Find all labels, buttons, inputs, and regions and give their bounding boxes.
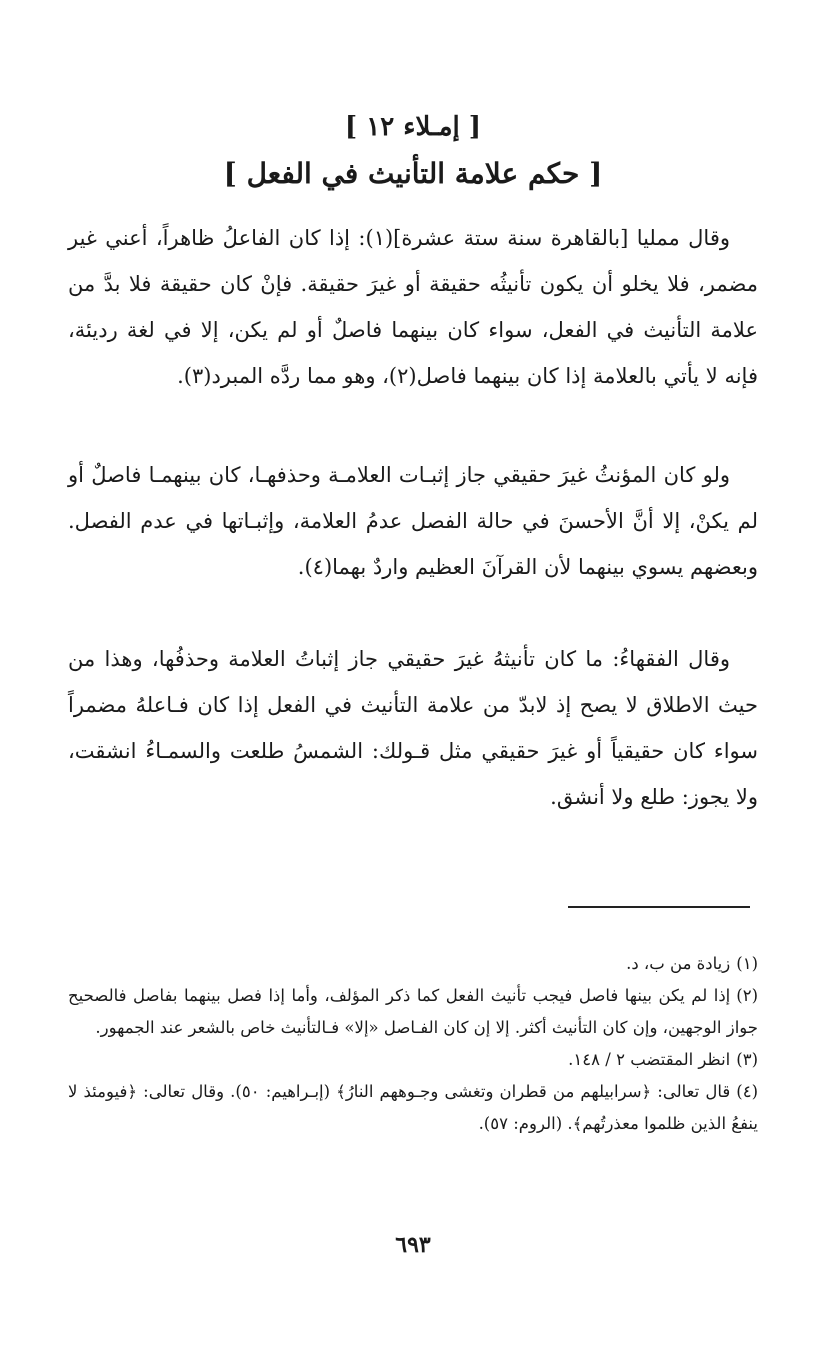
footnote-number: (٣) (736, 1050, 758, 1069)
page-number: ٦٩٣ (395, 1232, 431, 1258)
footnote-2 (68, 980, 758, 1044)
footnote-3 (68, 1044, 758, 1076)
footnote-text: إذا لم يكن بينها فاصل فيجب تأنيث الفعل كما ذكر المؤلف، وأما إذا فصل بينهما بفاصل فالصحيح جواز الوجهين، وإن كان التأنيث أكثر. إلا إن كان الفـاصل «إلا» فـالتأنيث خاص بالشعر عند الجمهور. (68, 986, 758, 1037)
paragraph-2: ولو كان المؤنثُ غيرَ حقيقي جاز إثبـات العلامـة وحذفهـا، كان بينهمـا فاصلٌ أو لم يكنْ، إلا أنَّ الأحسنَ في حالة الفصل عدمُ العلامة، وإثبـاتها في عدم الفصل. وبعضهم يسوي بينهما لأن القرآنَ العظيم واردٌ بهما(٤). (68, 463, 758, 579)
footnote-number: (١) (736, 954, 758, 973)
footnote-number: (٤) (736, 1082, 758, 1101)
footnote-4 (68, 1076, 758, 1140)
paragraph-1: وقال ممليا [بالقاهرة سنة ستة عشرة](١): إذا كان الفاعلُ ظاهراً، أعني غير مضمر، فلا يخلو أن يكون تأنيثُه حقيقة أو غيرَ حقيقة. فإنْ كان حقيقة فلا بدَّ من علامة التأنيث في الفعل، سواء كان بينهما فاصلٌ أو لم يكن، إلا في لغة رديئة، فإنه لا يأتي بالعلامة إذا كان بينهما فاصل(٢)، وهو مما ردَّه المبرد(٣). (68, 226, 758, 388)
footnote-text: انظر المقتضب ٢ / ١٤٨. (568, 1050, 731, 1069)
footnote-number: (٢) (736, 986, 758, 1005)
footnote-text: زيادة من ب، د. (626, 954, 731, 973)
footnote-text: قال تعالى: ﴿سرابيلهم من قطران وتغشى وجـوههم النارُ﴾ (إبـراهيم: ٥٠). وقال تعالى: ﴿فيومئذ لا ينفعُ الذين ظلموا معذرتُهم﴾. (الروم: ٥٧). (68, 1082, 758, 1133)
footnote-1 (68, 948, 758, 980)
footnotes (68, 948, 758, 1140)
footnote-divider (568, 906, 750, 908)
paragraph-3: وقال الفقهاءُ: ما كان تأنيثهُ غيرَ حقيقي جاز إثباتُ العلامة وحذفُها، وهذا من حيث الاطلاق لا يصح إذ لابدّ من علامة التأنيث في الفعل إذا كان فـاعلهُ مضمراً سواء كان حقيقياً أو غيرَ حقيقي مثل قـولك: الشمسُ طلعت والسمـاءُ انشقت، ولا يجوز: طلع ولا أنشق. (68, 647, 758, 809)
topic-heading: [ حكم علامة التأنيث في الفعل ] (223, 157, 603, 190)
dictation-heading: [ إمـلاء ١٢ ] (344, 112, 482, 142)
